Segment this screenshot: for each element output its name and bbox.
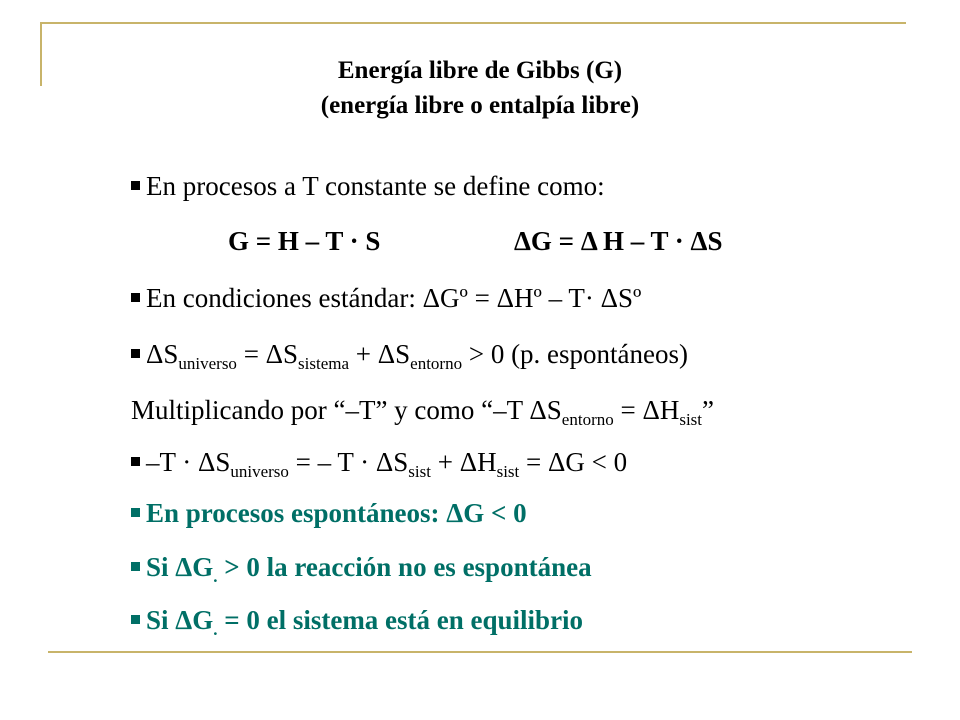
bullet-line-9 bbox=[131, 604, 584, 639]
line-7-text: En procesos espontáneos: ΔG < 0 bbox=[146, 498, 527, 528]
square-bullet-icon bbox=[131, 457, 140, 466]
line-1-text: En procesos a T constante se define como: bbox=[146, 171, 605, 201]
top-rule bbox=[40, 22, 906, 24]
square-bullet-icon bbox=[131, 562, 140, 571]
square-bullet-icon bbox=[131, 293, 140, 302]
line-6-text: $-T \cdot \Delta S_{universo}$ = – $T \cdot \Delta S_{sist} + \Delta H_{sist} = \Delta G < 0$ bbox=[146, 447, 628, 481]
square-bullet-icon bbox=[131, 508, 140, 517]
bottom-rule bbox=[48, 651, 912, 653]
bullet-line-6 bbox=[131, 446, 628, 481]
line-5 bbox=[131, 394, 714, 429]
bullet-line-4 bbox=[131, 338, 689, 373]
slide-title: Energía libre de Gibbs (G) bbox=[337, 57, 623, 84]
line-8-text: Si $\Delta G_. > 0$ la reacción no es espontánea bbox=[146, 552, 592, 586]
bullet-line-7 bbox=[131, 497, 527, 529]
bullet-line-8 bbox=[131, 551, 592, 586]
square-bullet-icon bbox=[131, 349, 140, 358]
line-3-text: En condiciones estándar: ΔGº = ΔHº – T· ΔSº bbox=[146, 283, 642, 313]
bullet-line-1 bbox=[131, 170, 605, 202]
bullet-line-3 bbox=[131, 282, 641, 314]
equation-delta-gibbs: ΔG = Δ H – T · ΔS bbox=[514, 226, 723, 256]
slide-subtitle: (energía libre o entalpía libre) bbox=[320, 92, 640, 119]
line-5-text: Multiplicando por “–T” y como “–T $\Delta S_{entorno} = \Delta H_{sist}$” bbox=[131, 395, 714, 429]
square-bullet-icon bbox=[131, 181, 140, 190]
line-4-text: $\Delta S_{universo} = \Delta S_{sistema} + \Delta S_{entorno} > 0$ (p. espontáneos) bbox=[146, 339, 689, 373]
equation-gibbs: G = H – T · S bbox=[228, 226, 381, 256]
square-bullet-icon bbox=[131, 615, 140, 624]
line-9-text: Si $\Delta G_. = 0$ el sistema está en equilibrio bbox=[146, 605, 584, 639]
